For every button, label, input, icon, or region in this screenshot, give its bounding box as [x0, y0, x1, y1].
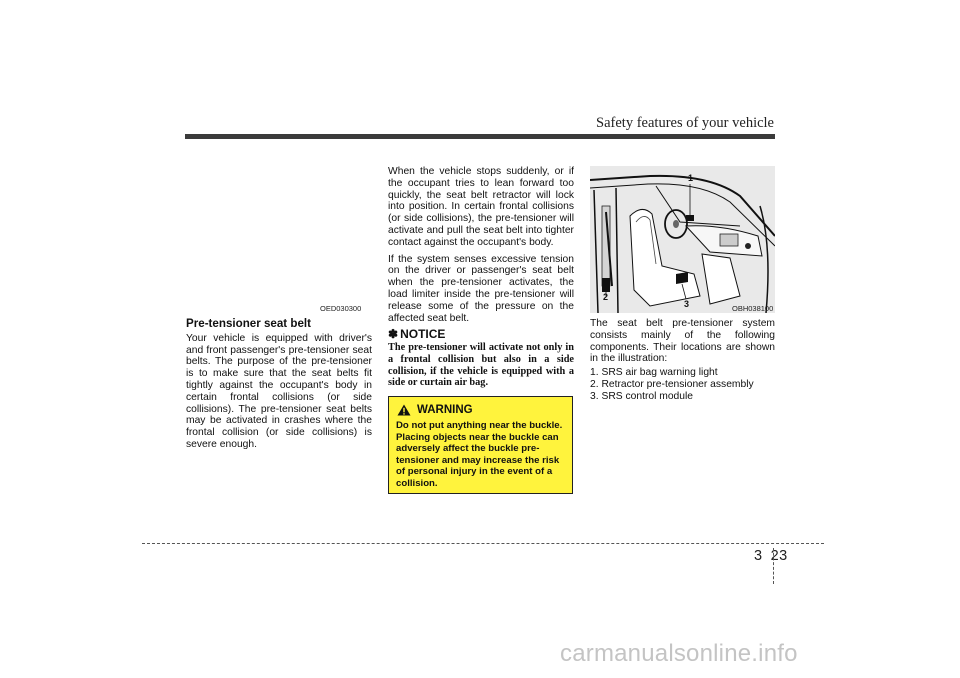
callout-2: 2: [603, 292, 609, 302]
notice-label: NOTICE: [400, 327, 446, 341]
section-title: Safety features of your vehicle: [596, 115, 774, 131]
footer-rule: [142, 543, 824, 544]
list-item: 1. SRS air bag warning light: [590, 367, 718, 379]
watermark: carmanualsonline.info: [560, 640, 798, 667]
warning-box: [388, 396, 573, 494]
page-number: [754, 548, 788, 564]
seat-belt-illustration: [590, 166, 775, 313]
page-number-value: 23: [770, 548, 788, 564]
figure-code-right: OBH038100: [732, 304, 774, 313]
callout-3: 3: [684, 299, 690, 309]
middle-paragraph-2: If the system senses excessive tension on the driver or passenger's seat belt when the pre-tensioner activates, the load limiter inside the pre-tensioner will release some of the pressure on the affected seat belt.: [388, 253, 574, 324]
components-intro: The seat belt pre-tensioner system consists mainly of the following components. Their locations are shown in the illustration:: [590, 318, 775, 365]
footer-divider: [773, 548, 774, 584]
warning-label: WARNING: [417, 404, 473, 416]
warning-title: [397, 404, 566, 416]
notice-text: The pre-tensioner will activate not only in a frontal collision but also in a side collision, if the vehicle is equipped with a side or curtain air bag.: [388, 342, 574, 389]
section-number: 3: [754, 548, 763, 564]
warning-text: Do not put anything near the buckle. Placing objects near the buckle can adversely affect the buckle pre-tensioner and may increase the risk of personal injury in the event of a collision.: [396, 420, 563, 489]
list-item: 3. SRS control module: [590, 390, 694, 402]
left-column: [186, 318, 372, 456]
callout-1: 1: [688, 173, 694, 183]
middle-paragraph-1: When the vehicle stops suddenly, or if the occupant tries to lean forward too quickly, the seat belt retractor will lock into position. In certain frontal collisions (or side collisions), the pre-tensioner will activate and pull the seat belt into tighter contact against the occupant's body.: [388, 166, 574, 248]
pretensioner-paragraph: Your vehicle is equipped with driver's and front passenger's pre-tensioner seat belts. The purpose of the pre-tensioner is to make sure that the seat belts fit tightly against the occupant's body in certain frontal collisions (or side collisions). The pre-tensioner seat belts may be activated in crashes where the frontal collision (or side collisions) is severe enough.: [186, 332, 372, 450]
notice-heading: [388, 327, 447, 341]
figure-code-left: OED030300: [320, 304, 362, 313]
right-column: [590, 318, 775, 403]
notice-icon: ✽: [388, 327, 399, 341]
vehicle-interior-drawing: [590, 166, 775, 313]
warning-triangle-icon: [397, 404, 411, 416]
middle-column: [388, 166, 574, 329]
list-item: 2. Retractor pre-tensioner assembly: [590, 378, 754, 390]
pretensioner-heading: Pre-tensioner seat belt: [186, 317, 311, 330]
header-rule: [185, 134, 775, 139]
